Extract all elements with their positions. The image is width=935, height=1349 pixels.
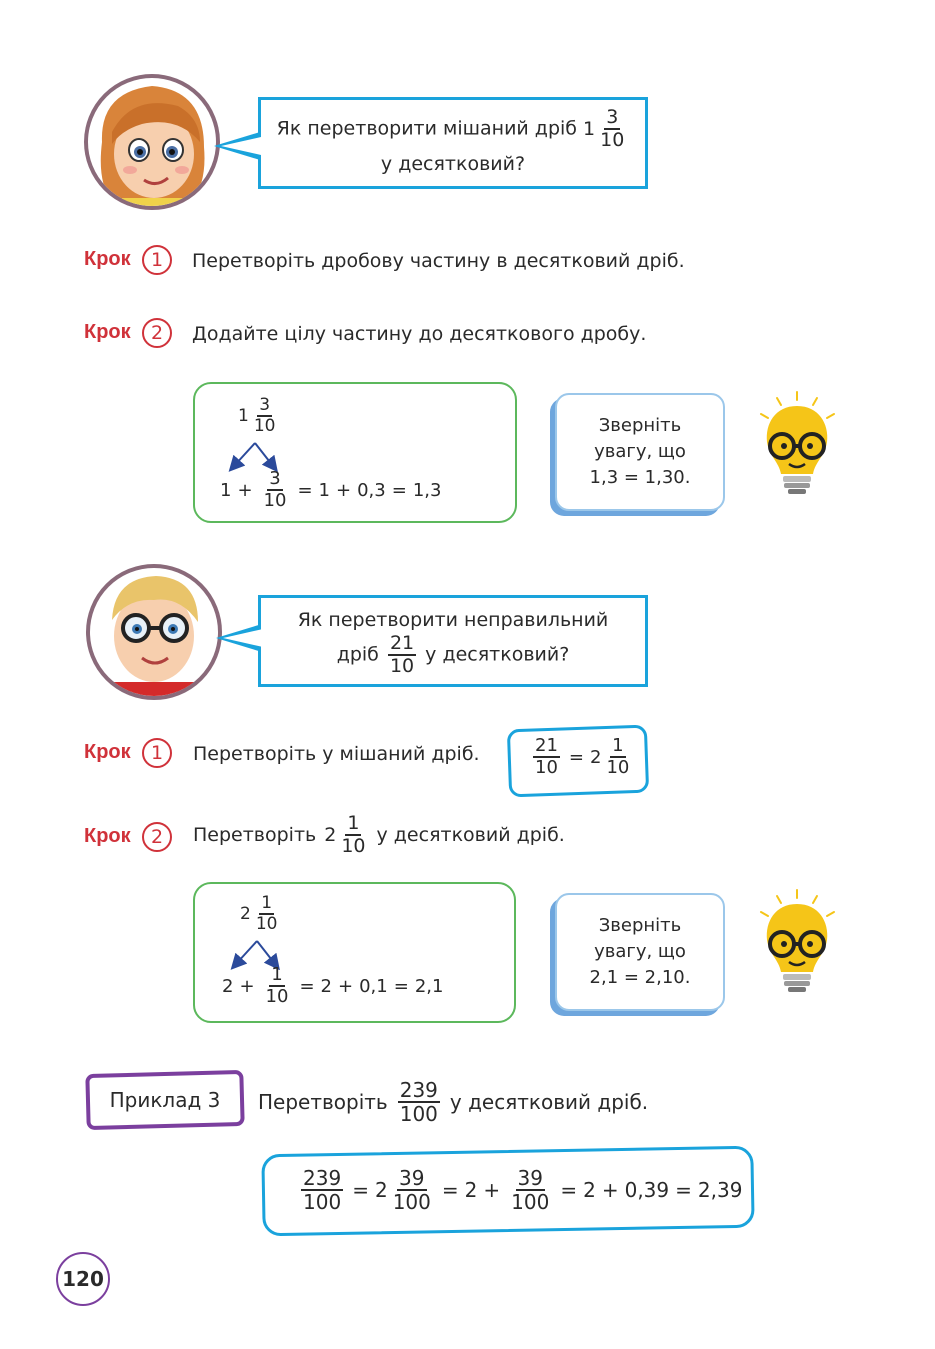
fraction: $\frac{3}{10}$ [600, 106, 625, 151]
step-number-1: 1 [142, 738, 172, 768]
speech-bubble-tail-inner [223, 629, 263, 647]
lightbulb-icon [755, 888, 840, 1000]
question-line-1: Як перетворити неправильний [297, 609, 609, 631]
question-line-2: у десятковий? [380, 153, 526, 175]
speech-bubble-2 [258, 595, 648, 687]
decomposition-expression: 1 + $\frac{3}{10}$ = 1 + 0,3 = 1,3 [220, 468, 442, 511]
step-label: Крок [84, 248, 131, 270]
boy-avatar [84, 562, 229, 707]
step-number-2: 2 [142, 822, 172, 852]
decomposition-expression: 2 + $\frac{1}{10}$ = 2 + 0,1 = 2,1 [222, 964, 444, 1007]
step-number-1: 1 [142, 245, 172, 275]
note-box-1: Зверніть увагу, що 1,3 = 1,30. [555, 393, 725, 511]
speech-bubble-1 [258, 97, 648, 189]
step-number-2: 2 [142, 318, 172, 348]
example-label: Приклад 3 [109, 1088, 221, 1112]
step-1-text: Перетворіть дробову частину в десятковий дріб. [192, 250, 685, 272]
solution-expression: $\frac{239}{100}$ = 2 $\frac{39}{100}$ = 2 + $\frac{39}{100}$ = 2 + 0,39 = 2,39 [303, 1166, 743, 1214]
question-line-1: Як перетворити мішаний дріб 1 $\frac{3}{10}$ [276, 106, 625, 151]
step-label: Крок [84, 741, 131, 763]
step-2-text: Перетворіть 2 $\frac{1}{10}$ у десятковий дріб. [193, 812, 565, 857]
step-1-text: Перетворіть у мішаний дріб. [193, 743, 480, 765]
step-label: Крок [84, 825, 131, 847]
question-line-2: дріб $\frac{21}{10}$ у десятковий? [336, 632, 570, 677]
step-label: Крок [84, 321, 131, 343]
top-mixed-fraction: 2 $\frac{1}{10}$ [240, 893, 278, 934]
lightbulb-icon [755, 390, 840, 502]
example-task: Перетворіть $\frac{239}{100}$ у десятковий дріб. [258, 1078, 649, 1126]
page-number: 120 [56, 1252, 110, 1306]
top-mixed-fraction: 1 $\frac{3}{10}$ [238, 395, 276, 436]
speech-bubble-tail-inner [221, 137, 261, 155]
note-box-2: Зверніть увагу, що 2,1 = 2,10. [555, 893, 725, 1011]
girl-avatar [82, 72, 227, 217]
step-2-text: Додайте цілу частину до десяткового дробу. [192, 323, 647, 345]
mixed-fraction-expression: $\frac{21}{10}$ = 2 $\frac{1}{10}$ [535, 735, 630, 778]
